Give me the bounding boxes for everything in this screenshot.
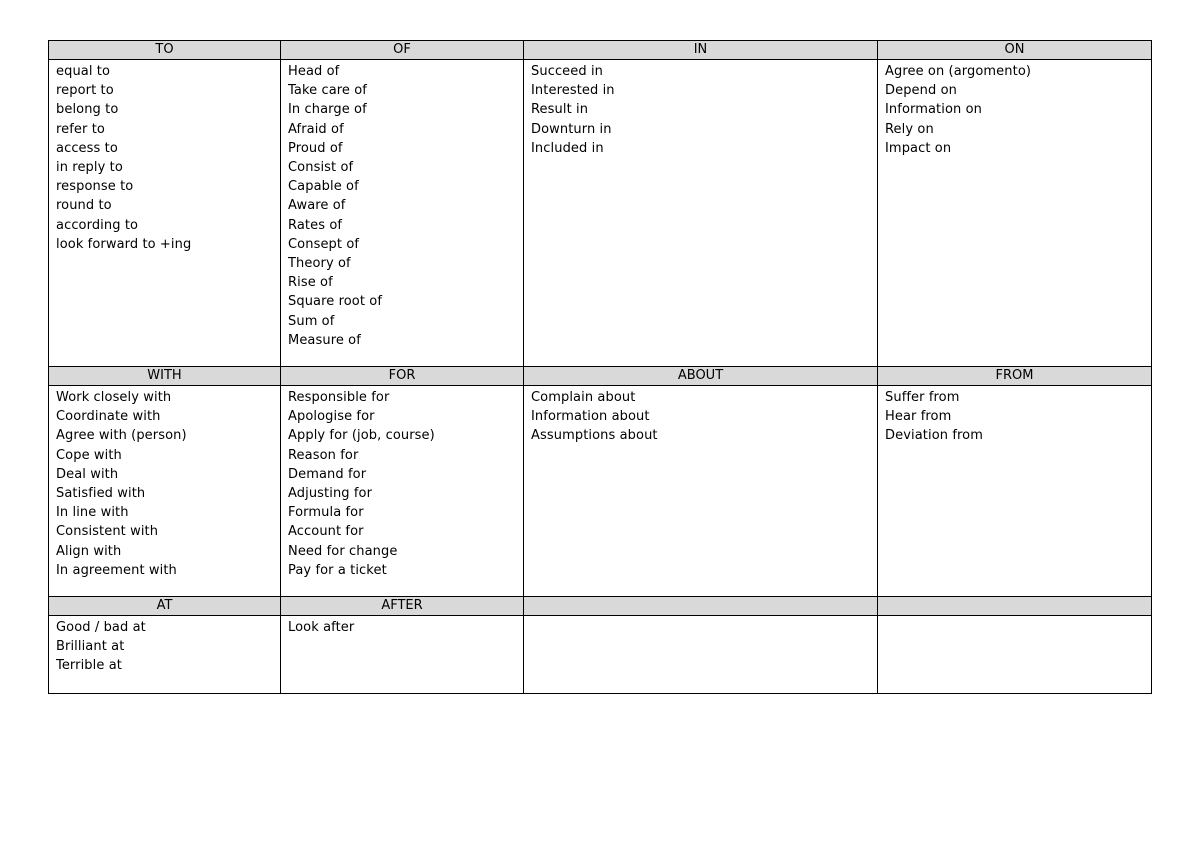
phrase-item: Assumptions about xyxy=(531,428,658,444)
phrase-list xyxy=(878,616,1151,618)
phrase-item: Account for xyxy=(288,524,364,540)
cell xyxy=(878,616,1152,694)
phrase-item: Agree with (person) xyxy=(56,428,187,444)
phrase-item: Good / bad at xyxy=(56,620,146,635)
phrase-item: Apologise for xyxy=(288,409,375,425)
header-row xyxy=(49,597,1152,616)
phrase-list xyxy=(524,616,877,618)
content-row xyxy=(49,386,1152,597)
column-header: WITH xyxy=(49,367,281,386)
phrase-item: Capable of xyxy=(288,179,359,195)
column-header: TO xyxy=(49,41,281,60)
column-header: IN xyxy=(524,41,878,60)
column-header: AFTER xyxy=(281,597,524,616)
phrase-item: Impact on xyxy=(885,140,952,156)
column-header: ON xyxy=(878,41,1152,60)
phrase-item: Result in xyxy=(531,102,589,118)
phrase-item: Satisfied with xyxy=(56,486,146,502)
phrase-item: Agree on (argomento) xyxy=(885,64,1032,79)
phrase-item: Look after xyxy=(288,620,355,635)
phrase-item: Deviation from xyxy=(885,428,983,444)
phrase-item: Included in xyxy=(531,140,604,156)
phrase-item: access to xyxy=(56,140,118,156)
phrase-item: Deal with xyxy=(56,466,119,482)
phrase-item: Consistent with xyxy=(56,524,159,540)
phrase-item: Need for change xyxy=(288,543,398,559)
column-header: ABOUT xyxy=(524,367,878,386)
phrase-item: Responsible for xyxy=(288,390,390,405)
phrase-item: Downturn in xyxy=(531,121,612,137)
header-row xyxy=(49,367,1152,386)
column-header: FOR xyxy=(281,367,524,386)
phrase-item: Measure of xyxy=(288,332,361,348)
phrase-item: In charge of xyxy=(288,102,367,118)
phrase-item: Terrible at xyxy=(56,658,122,674)
phrase-item: Suffer from xyxy=(885,390,960,405)
phrase-item: Cope with xyxy=(56,447,122,463)
phrase-item: in reply to xyxy=(56,160,123,176)
phrase-item: Formula for xyxy=(288,505,364,521)
phrase-item: Head of xyxy=(288,64,340,79)
phrase-item: Theory of xyxy=(288,256,351,272)
cell xyxy=(281,616,524,694)
phrase-item: Aware of xyxy=(288,198,346,214)
phrase-item: Sum of xyxy=(288,313,335,329)
phrase-item: Work closely with xyxy=(56,390,172,405)
cell xyxy=(524,386,878,597)
phrase-item: Proud of xyxy=(288,140,343,156)
phrase-item: according to xyxy=(56,217,139,233)
phrase-list xyxy=(878,386,1151,446)
phrase-item: Square root of xyxy=(288,294,383,310)
phrase-item: Rely on xyxy=(885,121,934,137)
content-row xyxy=(49,616,1152,694)
phrase-item: Align with xyxy=(56,543,122,559)
phrase-item: Take care of xyxy=(288,83,367,99)
cell xyxy=(49,60,281,367)
phrase-item: Succeed in xyxy=(531,64,604,79)
phrase-item: Demand for xyxy=(288,466,367,482)
cell xyxy=(281,386,524,597)
phrase-item: report to xyxy=(56,83,114,99)
phrase-list xyxy=(524,386,877,446)
cell xyxy=(281,60,524,367)
phrase-item: Afraid of xyxy=(288,121,344,137)
phrase-item: Apply for (job, course) xyxy=(288,428,435,444)
column-header xyxy=(878,597,1152,616)
phrase-list xyxy=(49,60,280,254)
phrase-list xyxy=(281,616,523,637)
cell xyxy=(878,386,1152,597)
cell xyxy=(49,616,281,694)
content-row xyxy=(49,60,1152,367)
phrase-item: Depend on xyxy=(885,83,957,99)
phrase-item: Hear from xyxy=(885,409,952,425)
phrase-item: Rise of xyxy=(288,275,333,291)
phrase-item: In line with xyxy=(56,505,129,521)
header-row xyxy=(49,41,1152,60)
cell xyxy=(878,60,1152,367)
phrase-item: Information on xyxy=(885,102,982,118)
phrase-item: Consept of xyxy=(288,236,360,252)
phrase-item: round to xyxy=(56,198,112,214)
phrase-item: Complain about xyxy=(531,390,636,405)
phrase-item: Reason for xyxy=(288,447,359,463)
phrase-list xyxy=(524,60,877,158)
phrase-list xyxy=(281,60,523,350)
phrase-item: belong to xyxy=(56,102,119,118)
phrase-item: In agreement with xyxy=(56,562,177,578)
phrase-item: Coordinate with xyxy=(56,409,161,425)
phrase-list xyxy=(878,60,1151,158)
preposition-table xyxy=(48,40,1152,694)
phrase-item: response to xyxy=(56,179,134,195)
phrase-item: Rates of xyxy=(288,217,343,233)
phrase-item: Adjusting for xyxy=(288,486,373,502)
phrase-item: Interested in xyxy=(531,83,615,99)
phrase-list xyxy=(49,386,280,580)
phrase-item: refer to xyxy=(56,121,105,137)
phrase-item: Brilliant at xyxy=(56,639,125,655)
column-header: OF xyxy=(281,41,524,60)
phrase-item: equal to xyxy=(56,64,111,79)
column-header xyxy=(524,597,878,616)
phrase-item: look forward to +ing xyxy=(56,236,192,252)
phrase-item: Information about xyxy=(531,409,650,425)
phrase-list xyxy=(49,616,280,676)
cell xyxy=(524,616,878,694)
cell xyxy=(524,60,878,367)
phrase-list xyxy=(281,386,523,580)
column-header: AT xyxy=(49,597,281,616)
phrase-item: Pay for a ticket xyxy=(288,562,387,578)
column-header: FROM xyxy=(878,367,1152,386)
phrase-item: Consist of xyxy=(288,160,354,176)
cell xyxy=(49,386,281,597)
